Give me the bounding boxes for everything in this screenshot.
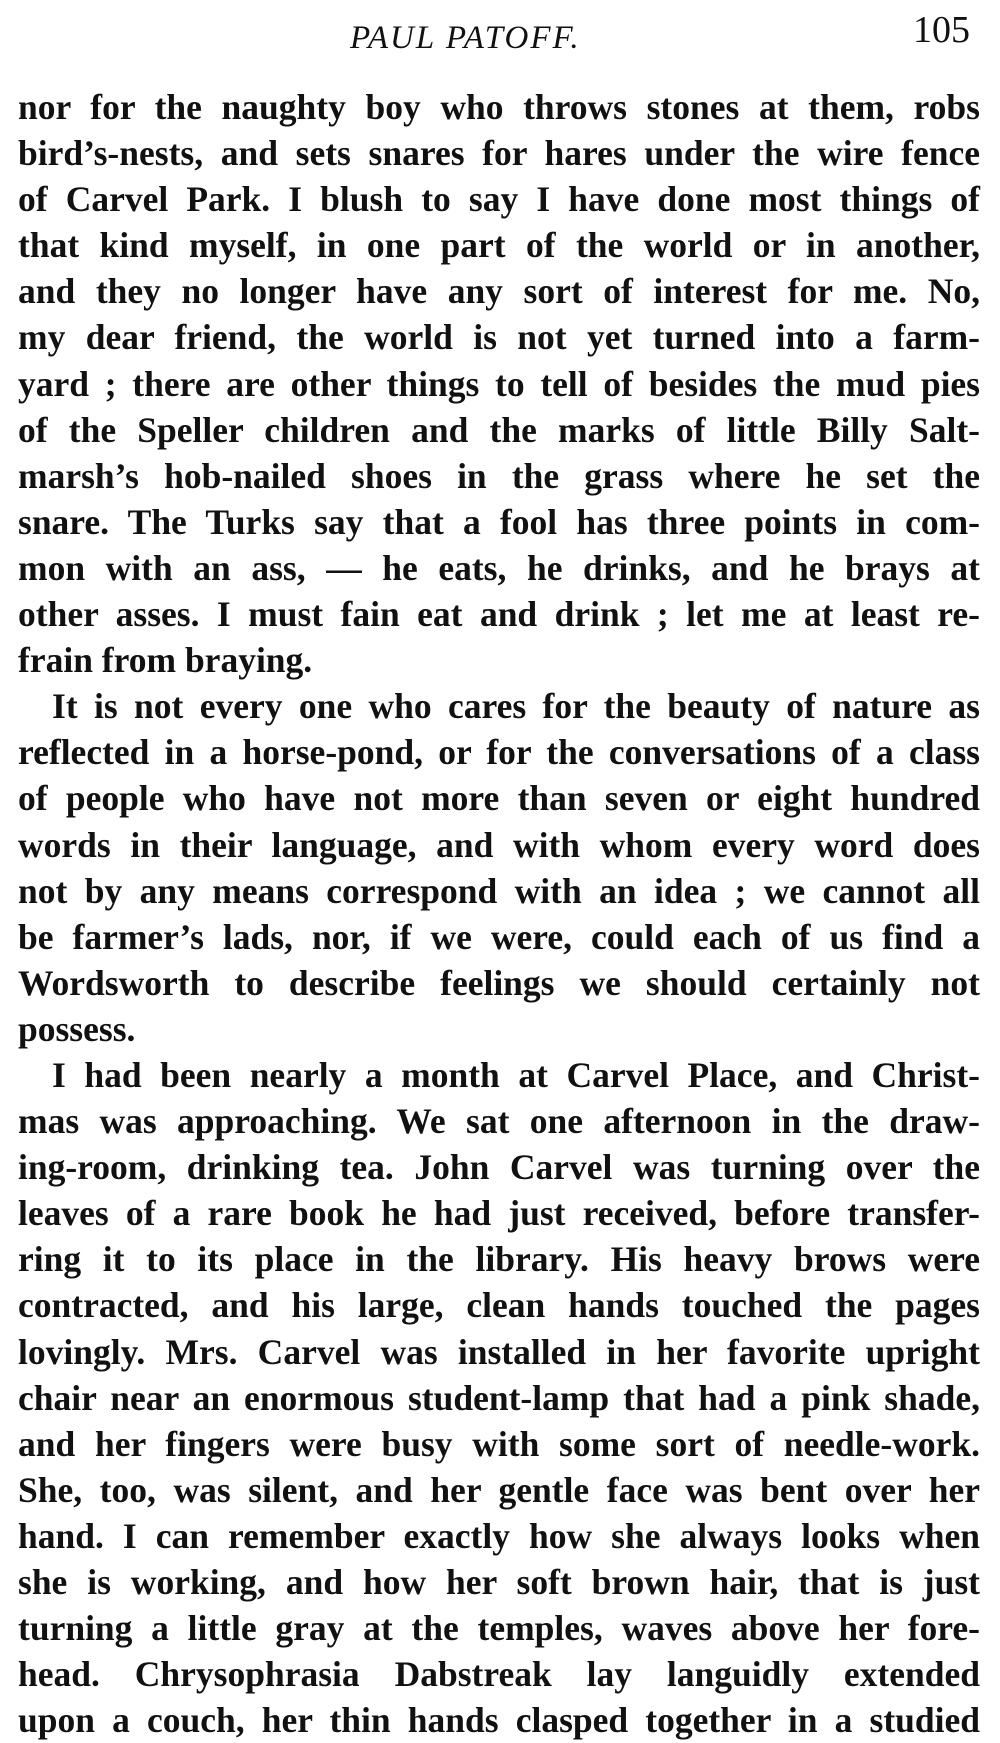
text-line: nor for the naughty boy who throws stones at them, robs: [18, 87, 980, 127]
text-line: that kind myself, in one part of the world or in another,: [18, 225, 980, 266]
text-line: she is working, and how her soft brown hair, that is just: [18, 1562, 980, 1602]
text-line: and her fingers were busy with some sort of needle-work.: [18, 1423, 980, 1464]
text-line: marsh’s hob-nailed shoes in the grass where he set the: [18, 455, 980, 496]
text-line: I had been nearly a month at Carvel Place, and Christ-: [52, 1054, 980, 1095]
text-line: leaves of a rare book he had just received, before transfer-: [18, 1193, 980, 1234]
text-line: lovingly. Mrs. Carvel was installed in her favorite upright: [18, 1331, 980, 1372]
paragraph-3: [18, 1052, 980, 1743]
text-line: Wordsworth to describe feelings we should certainly not: [18, 962, 980, 1003]
text-line: ing-room, drinking tea. John Carvel was turning over the: [18, 1147, 980, 1188]
text-line: hand. I can remember exactly how she always looks when: [18, 1515, 980, 1556]
text-line: contracted, and his large, clean hands touched the pages: [18, 1285, 980, 1326]
text-line: yard ; there are other things to tell of besides the mud pies: [18, 363, 980, 404]
text-line: and they no longer have any sort of interest for me. No,: [18, 271, 980, 312]
text-line: be farmer’s lads, nor, if we were, could each of us find a: [18, 916, 980, 957]
page-number: 105: [913, 9, 970, 51]
text-line: snare. The Turks say that a fool has three points in com-: [18, 501, 980, 542]
text-line: reflected in a horse-pond, or for the conversations of a class: [18, 732, 980, 773]
text-line: It is not every one who cares for the beauty of nature as: [52, 686, 980, 727]
text-line: mon with an ass, — he eats, he drinks, and he brays at: [18, 547, 980, 588]
text-line: bird’s-nests, and sets snares for hares under the wire fence: [18, 133, 980, 174]
text-line: not by any means correspond with an idea ; we cannot all: [18, 870, 980, 911]
text-line: other asses. I must fain eat and drink ; let me at least re-: [18, 594, 980, 635]
text-line: mas was approaching. We sat one afternoon in the draw-: [18, 1101, 980, 1142]
text-line: ring it to its place in the library. His heavy brows were: [18, 1239, 980, 1280]
text-line: She, too, was silent, and her gentle face was bent over her: [18, 1469, 980, 1510]
paragraph-1: [18, 84, 980, 683]
running-title: PAUL PATOFF.: [350, 20, 581, 56]
text-line: words in their language, and with whom every word does: [18, 824, 980, 865]
text-line: possess.: [18, 1008, 136, 1049]
body-text: [18, 84, 980, 1743]
text-line: upon a couch, her thin hands clasped together in a studied: [18, 1700, 980, 1741]
text-line: frain from braying.: [18, 640, 313, 681]
text-line: of the Speller children and the marks of little Billy Salt-: [18, 409, 980, 450]
text-line: my dear friend, the world is not yet turned into a farm-: [18, 317, 980, 358]
text-line: of people who have not more than seven or eight hundred: [18, 778, 980, 819]
text-line: turning a little gray at the temples, waves above her fore-: [18, 1608, 980, 1649]
paragraph-2: [18, 683, 980, 1052]
text-line: head. Chrysophrasia Dabstreak lay languidly extended: [18, 1654, 980, 1695]
text-line: chair near an enormous student-lamp that had a pink shade,: [18, 1377, 980, 1418]
text-line: of Carvel Park. I blush to say I have done most things of: [18, 179, 980, 220]
running-header: [0, 6, 1000, 66]
